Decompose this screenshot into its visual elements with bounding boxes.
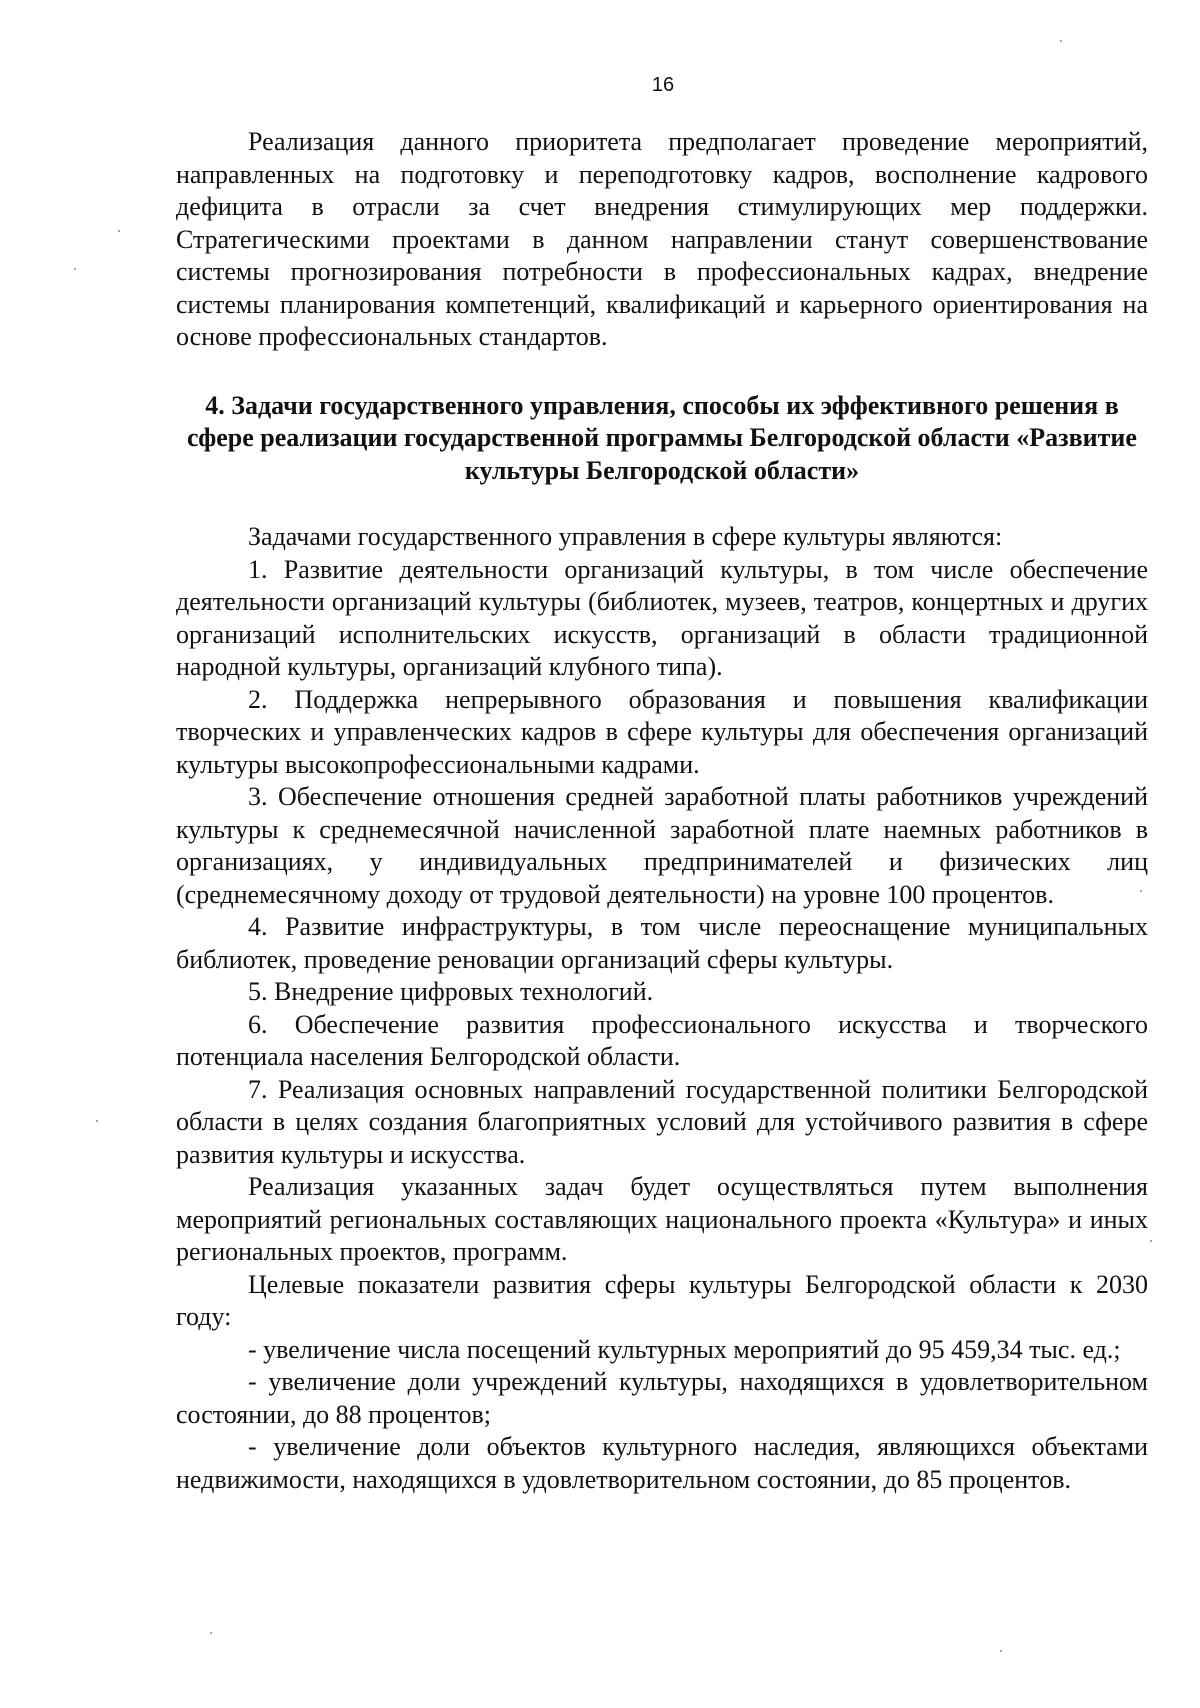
target-item: - увеличение доли объектов культурного наследия, являющихся объектами недвижимости, находящихся в удовлетворительном состоянии, до 85 процентов. <box>176 1432 1148 1494</box>
target-item: - увеличение числа посещений культурных мероприятий до 95 459,34 тыс. ед.; <box>248 1334 1121 1364</box>
task-item: 7. Реализация основных направлений государственной политики Белгородской области в целях создания благоприятных условий для устойчивого развития в сфере развития культуры и искусства. <box>176 1074 1148 1169</box>
scan-speck <box>210 1632 212 1634</box>
scan-speck <box>1150 1240 1152 1242</box>
task-item: 5. Внедрение цифровых технологий. <box>248 977 654 1006</box>
implementation-paragraph: Реализация указанных задач будет осуществляться путем выполнения мероприятий региональных составляющих национального проекта «Культура» и иных региональных проектов, программ. <box>176 1172 1148 1266</box>
task-item: 6. Обеспечение развития профессионального искусства и творческого потенциала населения Белгородской области. <box>176 1009 1148 1071</box>
page-content <box>176 126 1148 1496</box>
section-heading: 4. Задачи государственного управления, способы их эффективного решения в сфере реализации государственной программы Белгородской области «Развитие культуры Белгородской области» <box>187 390 1137 485</box>
tasks-lead-paragraph: Задачами государственного управления в сфере культуры являются: <box>248 522 1003 551</box>
targets-lead-paragraph: Целевые показатели развития сферы культуры Белгородской области к 2030 году: <box>176 1269 1148 1331</box>
target-item: - увеличение доли учреждений культуры, находящихся в удовлетворительном состоянии, до 88 процентов; <box>176 1367 1148 1429</box>
page-number: 16 <box>651 74 675 96</box>
task-item: 4. Развитие инфраструктуры, в том числе переоснащение муниципальных библиотек, проведение реновации организаций сферы культуры. <box>176 912 1148 974</box>
intro-paragraph: Реализация данного приоритета предполагает проведение мероприятий, направленных на подготовку и переподготовку кадров, восполнение кадрового дефицита в отрасли за счет внедрения стимулирующих мер поддержки. Стратегическими проектами в данном направлении станут совершенствование системы прогнозирования потребности в профессиональных кадрах, внедрение системы планирования компетенций, квалификаций и карьерного ориентирования на основе профессиональных стандартов. <box>176 127 1148 351</box>
scan-speck <box>1140 890 1142 892</box>
scan-speck <box>1000 1650 1002 1652</box>
task-item: 1. Развитие деятельности организаций культуры, в том числе обеспечение деятельности организаций культуры (библиотек, музеев, театров, концертных и других организаций исполнительских искусств, организаций в области традиционной народной культуры, организаций клубного типа). <box>176 554 1148 681</box>
scan-speck <box>118 230 120 232</box>
scan-speck <box>74 268 76 270</box>
task-item: 2. Поддержка непрерывного образования и повышения квалификации творческих и управленческих кадров в сфере культуры для обеспечения организаций культуры высокопрофессиональными кадрами. <box>176 684 1148 779</box>
scan-speck <box>1060 40 1062 42</box>
scan-speck <box>96 1120 98 1122</box>
task-item: 3. Обеспечение отношения средней заработной платы работников учреждений культуры к среднемесячной начисленной заработной плате наемных работников в организациях, у индивидуальных предпринимателей и физических лиц (среднемесячному доходу от трудовой деятельности) на уровне 100 процентов. <box>176 782 1148 909</box>
